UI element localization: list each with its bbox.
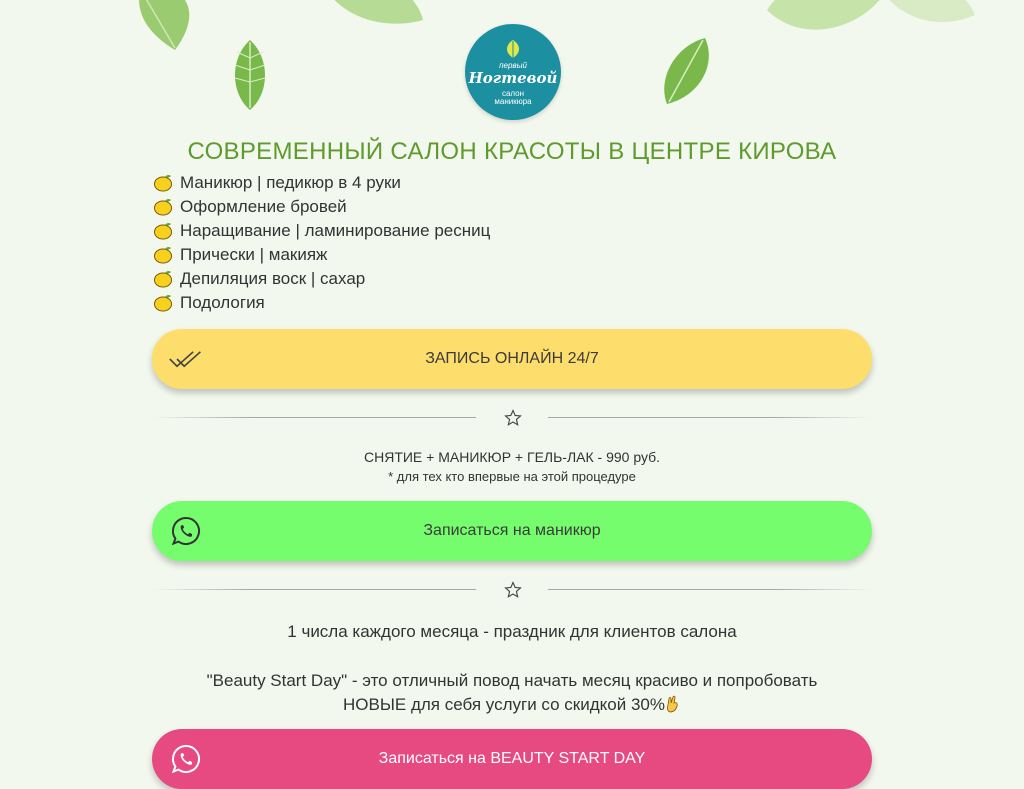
lemon-icon [153, 269, 175, 289]
whatsapp-icon [168, 743, 204, 775]
star-outline-icon [504, 409, 522, 427]
divider-line [548, 417, 872, 418]
service-item [153, 291, 490, 315]
lemon-icon [153, 293, 175, 313]
services-list [153, 171, 490, 315]
service-label: Подология [180, 293, 265, 312]
star-outline-icon [504, 581, 522, 599]
offer-note: * для тех кто впервые на этой процедуре [388, 469, 636, 484]
promo-discount-text: НОВЫЕ для себя услуги со скидкой 30% [343, 695, 665, 714]
divider-line [548, 589, 872, 590]
lemon-icon [153, 173, 175, 193]
page-headline: СОВРЕМЕННЫЙ САЛОН КРАСОТЫ В ЦЕНТРЕ КИРОВА [187, 138, 837, 165]
lemon-icon [153, 221, 175, 241]
service-item [153, 219, 490, 243]
divider-line [152, 417, 476, 418]
service-item [153, 243, 490, 267]
service-label: Оформление бровей [180, 197, 347, 216]
leaf-decoration-1 [130, 0, 210, 60]
logo-text-first: первый [499, 60, 527, 70]
online-booking-button[interactable] [152, 329, 872, 389]
service-item [153, 267, 490, 291]
service-label: Депиляция воск | сахар [180, 269, 366, 288]
lemon-icon [153, 245, 175, 265]
promo-intro: 1 числа каждого месяца - праздник для клиентов салона [287, 622, 737, 641]
leaf-decoration-3 [318, 0, 428, 35]
whatsapp-icon [168, 515, 204, 547]
crossed-fingers-icon [665, 695, 681, 713]
online-booking-label: ЗАПИСЬ ОНЛАЙН 24/7 [425, 350, 599, 367]
leaf-decoration-4 [655, 34, 715, 109]
section-divider [152, 580, 872, 600]
service-label: Маникюр | педикюр в 4 руки [180, 173, 401, 192]
service-label: Прически | макияж [180, 245, 328, 264]
service-label: Наращивание | ламинирование ресниц [180, 221, 491, 240]
promo-description-line1: "Beauty Start Day" - это отличный повод начать месяц красиво и попробовать [206, 671, 818, 690]
section-divider [152, 408, 872, 428]
logo-text-manicure: маникюра [494, 96, 532, 106]
manicure-booking-button[interactable] [152, 501, 872, 561]
beauty-day-booking-label: Записаться на BEAUTY START DAY [378, 750, 646, 767]
beauty-day-booking-button[interactable] [152, 729, 872, 789]
salon-logo[interactable] [465, 24, 561, 120]
promo-description-line2 [0, 693, 1024, 717]
service-item [153, 195, 490, 219]
manicure-booking-label: Записаться на маникюр [423, 522, 601, 539]
service-item [153, 171, 490, 195]
leaf-decoration-6 [880, 0, 980, 35]
leaf-decoration-2 [225, 38, 275, 113]
offer-title: СНЯТИЕ + МАНИКЮР + ГЕЛЬ-ЛАК - 990 руб. [363, 449, 661, 465]
double-check-icon [168, 343, 204, 375]
logo-text-main: Ногтевой [468, 68, 558, 87]
divider-line [152, 589, 476, 590]
leaf-logo-icon [502, 39, 524, 59]
promo-description [0, 669, 1024, 717]
lemon-icon [153, 197, 175, 217]
leaf-decoration-5 [762, 0, 892, 45]
logo-text-salon: салон [501, 88, 525, 98]
